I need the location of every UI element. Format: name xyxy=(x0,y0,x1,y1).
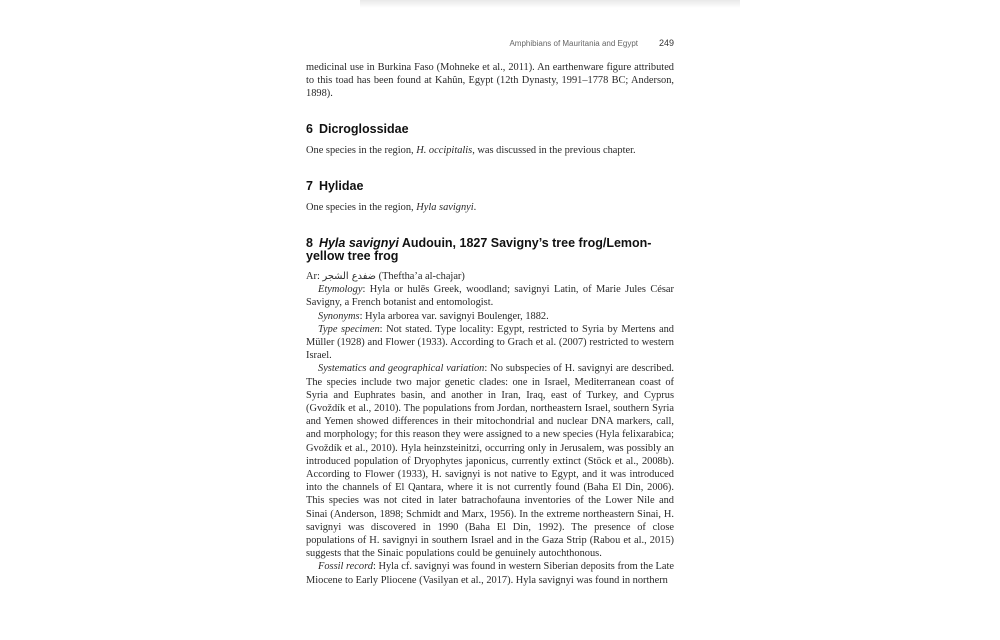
section-7-title: Hylidae xyxy=(318,178,364,193)
arabic-label: Ar: xyxy=(306,271,323,283)
section-7-species: Hyla savignyi xyxy=(416,201,474,213)
intro-paragraph: medicinal use in Burkina Faso (Mohneke et al., 2011). An earthenware figure attributed to this toad has been found at Kahûn, Egypt (12th Dynasty, 1991–1778 BC; Anderson, 1898). xyxy=(306,62,674,100)
page-header xyxy=(306,38,674,52)
section-7-paragraph xyxy=(306,201,674,214)
arabic-name-line xyxy=(306,270,674,283)
section-7-text-a: One species in the region, xyxy=(306,201,417,213)
section-6-title: Dicroglossidae xyxy=(318,121,409,136)
section-8-number: 8 xyxy=(306,236,313,251)
section-7-text-b: . xyxy=(473,201,477,213)
section-6-text-b: , was discussed in the previous chapter. xyxy=(472,144,636,156)
section-6-heading xyxy=(306,123,674,136)
systematics-paragraph xyxy=(306,362,674,560)
section-8-heading xyxy=(306,237,674,263)
arabic-transliteration: (Theftha’a al-chajar) xyxy=(376,271,465,283)
page-number: 249 xyxy=(658,38,674,48)
type-specimen-text: : Not stated. Type locality: Egypt, restricted to Syria by Mertens and Müller (1928) and Flower (1933). According to Grach et al. (2007) restricted to western Israel. xyxy=(306,323,674,362)
synonyms-label: Synonyms xyxy=(318,310,360,322)
section-8-title-species: Hyla savignyi xyxy=(318,236,399,251)
etymology-text: : Hyla or hulēs Greek, woodland; savignyi Latin, of Marie Jules César Savigny, a French botanist and entomologist. xyxy=(306,284,674,309)
fossil-record-label: Fossil record xyxy=(318,561,373,573)
systematics-label: Systematics and geographical variation xyxy=(318,363,485,375)
etymology-label: Etymology xyxy=(318,284,363,296)
type-specimen-label: Type specimen xyxy=(318,323,380,335)
section-7-number: 7 xyxy=(306,178,313,193)
section-6-paragraph xyxy=(306,144,674,157)
section-6-species: H. occipitalis xyxy=(416,144,473,156)
arabic-name: ضفدع الشجر xyxy=(322,271,377,283)
synonyms-text: : Hyla arborea var. savignyi Boulenger, 1882. xyxy=(359,310,549,322)
section-6-text-a: One species in the region, xyxy=(306,144,417,156)
systematics-text: : No subspecies of H. savignyi are described. The species include two major genetic clades: one in Israel, Mediterranean coast of Syria and Euphrates basin, and another in Iran, Iraq, east of Turkey, and Cyprus (Gvoždík et al., 2010). The populations from Jordan, northeastern Israel, southern Syria and Yemen showed differences in their mitochondrial and nuclear DNA markers, call, and morphology; for this reason they were assigned to a new species (Hyla felixarabica; Gvoždík et al., 2010). Hyla heinzsteinitzi, occurring only in Jerusalem, was possibly an introduced population of Dryophytes japonicus, currently extinct (Stöck et al., 2008b). According to Flower (1933), H. savignyi is not native to Egypt, and it was introduced into the channels of El Qantara, where it is not currently found (Baha El Din, 2006). This species was not cited in later batrachofauna inventories of the Lower Nile and Sinai (Anderson, 1898; Schmidt and Marx, 1956). In the extreme northeastern Sinai, H. savignyi was discovered in 1990 (Baha El Din, 1992). The presence of close populations of H. savignyi in southern Israel and in the Gaza Strip (Rabou et al., 2015) suggests that the Sinaic populations could be genuinely autochthonous. xyxy=(306,363,674,560)
section-6-number: 6 xyxy=(306,121,313,136)
page-body xyxy=(306,61,674,587)
etymology-paragraph xyxy=(306,283,674,309)
fossil-record-paragraph xyxy=(306,560,674,586)
type-specimen-paragraph xyxy=(306,323,674,363)
running-title: Amphibians of Mauritania and Egypt xyxy=(509,39,638,48)
fossil-record-text: : Hyla cf. savignyi was found in western Siberian deposits from the Late Miocene to Early Pliocene (Vasilyan et al., 2017). Hyla savignyi was found in northern xyxy=(306,561,675,586)
synonyms-paragraph xyxy=(306,310,674,323)
scan-shadow xyxy=(360,0,740,8)
section-7-heading xyxy=(306,180,674,193)
section-8-title-rest: Audouin, 1827 Savigny’s tree frog/Lemon-yellow tree frog xyxy=(306,236,652,264)
